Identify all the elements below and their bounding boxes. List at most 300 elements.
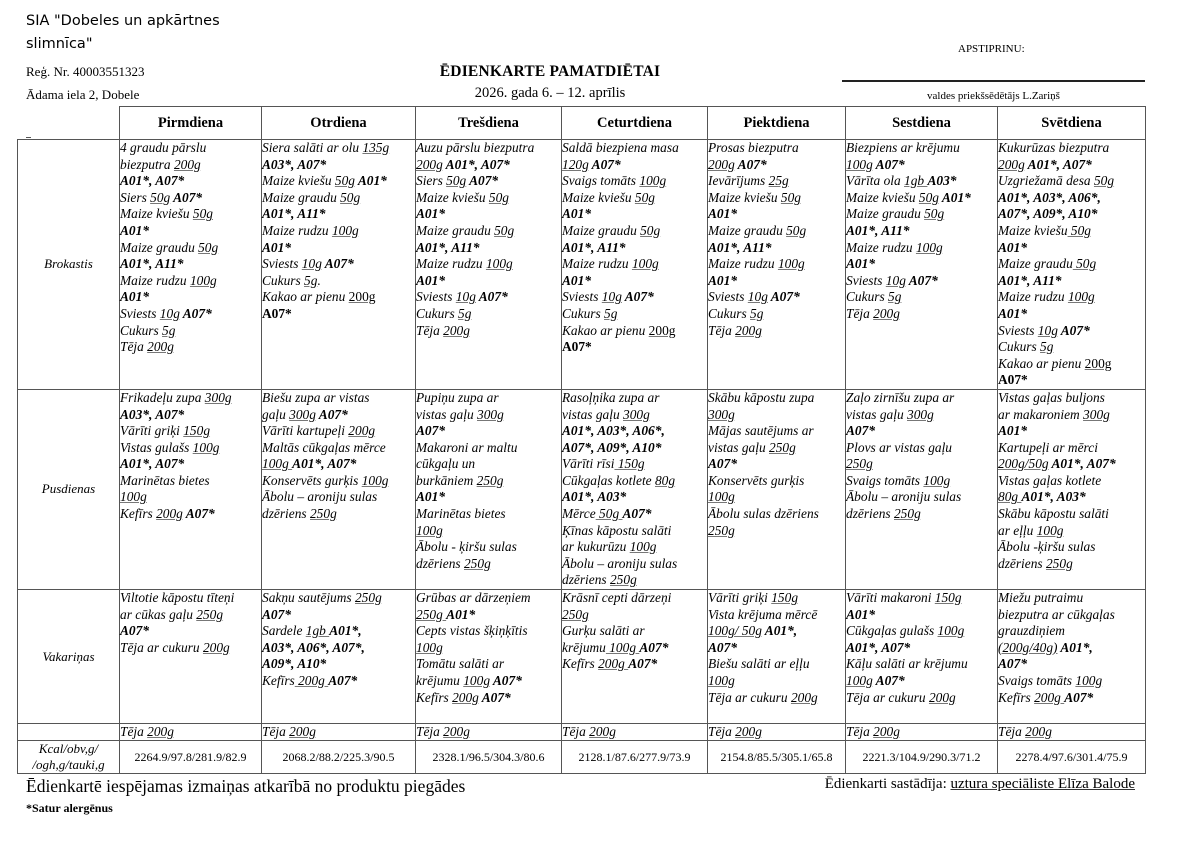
portion-amount: 50g	[150, 189, 171, 205]
menu-line	[708, 157, 845, 174]
allergen-code: A01*, A07*	[1048, 456, 1116, 472]
dish-name: Biezpiens ar krējumu	[846, 140, 960, 155]
portion-amount: 200g/50g	[998, 456, 1049, 472]
nutrition-value: 2221.3/104.9/290.3/71.2	[846, 741, 998, 774]
menu-line	[708, 623, 845, 640]
menu-line	[262, 223, 415, 240]
menu-line	[120, 240, 261, 257]
portion-amount: 100g	[923, 472, 951, 488]
allergen-code: A01*, A03*, A06*,	[562, 423, 665, 439]
menu-line	[708, 690, 845, 707]
menu-line	[846, 607, 997, 624]
allergen-code: A07*	[321, 256, 354, 272]
dish-name: Vistas gulašs	[120, 439, 193, 455]
menu-line	[998, 440, 1145, 457]
portion-amount: 100g	[777, 256, 805, 272]
portion-amount: 200g	[790, 689, 818, 705]
allergen-code: A01*, A11*	[708, 239, 772, 255]
menu-line	[262, 306, 415, 323]
menu-line	[416, 390, 561, 407]
menu-line	[120, 173, 261, 190]
allergen-code: A01*	[708, 272, 738, 288]
menu-line	[262, 390, 415, 407]
allergen-code: A07*	[998, 372, 1028, 388]
menu-line	[416, 256, 561, 273]
author-label: Ēdienkarti sastādīja:	[824, 776, 951, 792]
menu-line	[120, 223, 261, 240]
menu-line	[562, 440, 707, 457]
nutrition-value: 2264.9/97.8/281.9/82.9	[120, 741, 262, 774]
menu-cell	[708, 140, 846, 390]
dish-name: Tēja	[846, 724, 874, 740]
dish-name: Frikadeļu zupa	[120, 389, 205, 405]
dish-name: Maize graudu	[562, 222, 641, 238]
menu-line	[998, 323, 1145, 340]
menu-line	[846, 140, 997, 157]
dish-name: Uzgriežamā desa	[998, 173, 1094, 189]
menu-line	[120, 506, 261, 523]
menu-cell	[998, 140, 1146, 390]
allergen-code: A01*, A03*, A06*,	[998, 189, 1101, 205]
menu-line	[562, 240, 707, 257]
allergen-code: A01*, A11*	[416, 239, 480, 255]
tea-cell	[120, 724, 262, 741]
menu-line	[416, 673, 561, 690]
allergen-code: A01*	[998, 305, 1028, 321]
menu-line	[416, 539, 561, 556]
dish-name: Maize kviešu	[708, 189, 781, 205]
portion-amount: 100g	[937, 623, 965, 639]
dish-name: Vārīti kartupeļi	[262, 423, 349, 439]
dish-name: Cepts vistas šķiņķītis	[416, 623, 528, 639]
allergen-code: A09*, A10*	[262, 656, 327, 672]
author-credit	[825, 776, 1135, 793]
portion-amount: 10g	[1037, 322, 1058, 338]
dish-name: Siers	[416, 173, 447, 189]
menu-line	[416, 640, 561, 657]
allergen-code: A03*, A06*, A07*,	[262, 639, 365, 655]
dish-name: Cukurs	[562, 305, 605, 321]
menu-line	[846, 273, 997, 290]
document-title: ĒDIENKARTE PAMATDIĒTAI	[439, 63, 661, 80]
portion-amount: 200g	[589, 724, 616, 740]
portion-amount: 200g	[173, 156, 201, 172]
menu-line	[562, 590, 707, 607]
portion-amount: 250g	[416, 606, 447, 622]
portion-amount: 200g	[147, 339, 174, 355]
menu-line	[846, 673, 997, 690]
portion-amount: 250g	[463, 555, 491, 571]
dish-name: Vārīta ola	[846, 173, 905, 189]
dish-name: dzēriens	[262, 506, 310, 522]
menu-line	[262, 607, 415, 624]
portion-amount: 100g	[416, 639, 443, 655]
portion-amount: 100g	[463, 673, 491, 688]
approver-name: valdes priekšsēdētājs L.Zariņš	[927, 90, 1060, 102]
menu-line	[262, 190, 415, 207]
menu-line	[120, 140, 261, 157]
menu-line	[998, 523, 1145, 540]
dish-name: Vārīti makaroni	[846, 590, 935, 606]
allergen-code: A01*, A07*	[442, 156, 510, 172]
menu-line	[708, 390, 845, 407]
dish-name: Tēja	[846, 305, 874, 321]
menu-line	[416, 206, 561, 223]
menu-cell	[562, 140, 708, 390]
menu-line	[120, 640, 261, 657]
menu-line	[262, 656, 415, 673]
dish-name: ar kukurūzu	[562, 539, 630, 555]
dish-name: Maize rudzu	[262, 222, 332, 238]
nutrition-value: 2128.1/87.6/277.9/73.9	[562, 741, 708, 774]
portion-amount: 50g	[1093, 173, 1115, 189]
menu-line	[708, 289, 845, 306]
portion-amount: 10g	[159, 305, 180, 321]
dish-name: Maltās cūkgaļas mērce	[262, 439, 386, 455]
availability-note: Ēdienkartē iespējamas izmaiņas atkarībā no produktu piegādes	[26, 776, 466, 796]
allergen-code: A01*	[416, 206, 446, 222]
menu-line	[562, 157, 707, 174]
menu-line	[708, 523, 845, 540]
allergen-code: A07*	[588, 156, 621, 172]
portion-amount: 5g	[888, 289, 902, 305]
dish-name: Maize graudu	[998, 256, 1073, 272]
nutrition-label-line1: Kcal/obv,g/	[38, 741, 99, 757]
portion-amount: 200g	[998, 156, 1025, 172]
portion-amount: 200g	[928, 689, 956, 705]
portion-amount: 50g	[334, 173, 355, 189]
dish-name: vistas gaļu	[416, 406, 478, 422]
allergen-code: A07*	[478, 689, 511, 705]
menu-line	[998, 656, 1145, 673]
dish-name: Maize rudzu	[562, 256, 632, 272]
dish-name: Maize graudu	[262, 189, 341, 205]
portion-amount: 200g	[708, 156, 735, 172]
portion-amount: 300g	[204, 389, 232, 405]
allergen-code: A01*, A07*	[120, 173, 185, 189]
dish-name: Sviests	[262, 256, 302, 272]
portion-amount: 300g	[623, 406, 650, 422]
dish-name: Svaigs tomāts	[998, 673, 1076, 688]
menu-line	[562, 173, 707, 190]
dish-name: Maize kviešu	[262, 173, 335, 189]
dish-name: Ābolu - ķiršu sulas	[416, 539, 517, 555]
menu-cell	[416, 140, 562, 390]
menu-line	[998, 273, 1145, 290]
menu-line	[846, 506, 997, 523]
menu-line	[562, 323, 707, 340]
menu-line	[846, 223, 997, 240]
dish-name: Cukurs	[708, 305, 751, 321]
allergen-code: A07*	[872, 673, 905, 688]
allergen-code: A01*,	[761, 623, 798, 639]
portion-amount: 250g	[196, 606, 224, 622]
portion-amount: 80g	[654, 472, 676, 488]
menu-line	[998, 339, 1145, 356]
menu-line	[120, 456, 261, 473]
allergen-code: A01*, A07*	[1024, 156, 1092, 172]
portion-amount: 50g	[1072, 256, 1097, 272]
dish-name: Zaļo zirnīšu zupa ar	[846, 389, 955, 405]
menu-line	[416, 523, 561, 540]
portion-amount: 100g	[1067, 289, 1095, 305]
allergen-code: A01*, A11*	[846, 222, 910, 238]
portion-amount: 100g	[639, 173, 667, 189]
menu-line	[416, 190, 561, 207]
dish-name: Tēja	[998, 724, 1026, 740]
menu-line	[120, 390, 261, 407]
dish-name: dzēriens	[562, 572, 610, 588]
author-name: uztura speciāliste Elīza Balode	[950, 776, 1135, 792]
menu-cell	[120, 389, 262, 589]
dish-name: Tēja	[708, 724, 736, 740]
menu-line	[562, 423, 707, 440]
menu-line	[262, 673, 415, 690]
portion-amount: 100g	[416, 522, 443, 538]
menu-line	[416, 556, 561, 573]
day-header: Svētdiena	[998, 107, 1146, 140]
menu-line	[846, 390, 997, 407]
menu-line	[708, 456, 845, 473]
menu-line	[120, 190, 261, 207]
menu-line	[562, 656, 707, 673]
portion-amount: 300g	[1083, 406, 1110, 422]
allergen-code: A07*	[416, 423, 446, 439]
menu-cell	[262, 389, 416, 589]
menu-line	[416, 623, 561, 640]
dish-name: Kāļu salāti ar krējumu	[846, 656, 968, 672]
portion-amount: 250g	[893, 506, 921, 522]
meal-label: Pusdienas	[18, 389, 120, 589]
menu-line	[846, 423, 997, 440]
dish-name: Vista krējuma mērcē	[708, 606, 818, 622]
menu-line	[708, 407, 845, 424]
allergen-code: A07*	[182, 506, 215, 522]
dish-name: Kefīrs	[562, 656, 599, 672]
dish-name: cūkgaļu un	[416, 456, 476, 472]
portion-amount: 50g	[1067, 222, 1091, 238]
portion-amount: 150g	[771, 590, 799, 606]
menu-line	[416, 289, 561, 306]
dish-name: Krāsnī cepti dārzeņi	[562, 590, 672, 606]
allergen-code: A07*	[466, 173, 499, 189]
portion-amount: 300g	[477, 406, 504, 422]
dish-name: Kakao ar pienu	[998, 355, 1085, 371]
menu-line	[120, 407, 261, 424]
allergen-code: A07*	[490, 673, 522, 688]
menu-cell	[708, 389, 846, 589]
menu-line	[562, 556, 707, 573]
menu-line	[562, 390, 707, 407]
allergen-note: *Satur alergēnus	[26, 801, 113, 815]
allergen-code: A07*	[639, 639, 669, 655]
allergen-code: A01*	[938, 189, 971, 205]
portion-amount: 10g	[301, 256, 322, 272]
day-header: Piektdiena	[708, 107, 846, 140]
dish-name: burkāniem	[416, 472, 477, 488]
dish-name: Siera salāti ar olu	[262, 140, 363, 155]
menu-line	[846, 173, 997, 190]
menu-line	[708, 423, 845, 440]
portion-amount: 5g	[458, 305, 472, 321]
dish-name: Maize rudzu	[120, 272, 190, 288]
allergen-code: A01*	[562, 272, 592, 288]
menu-line	[416, 489, 561, 506]
menu-line	[998, 256, 1145, 273]
menu-line	[998, 623, 1145, 640]
dish-name: Maize graudu	[708, 222, 787, 238]
portion-amount: 200g	[1034, 689, 1065, 705]
allergen-code: A01*	[998, 239, 1028, 255]
menu-line	[562, 607, 707, 624]
menu-line	[416, 423, 561, 440]
portion-amount: 200g	[443, 322, 470, 338]
portion-amount: 100g	[629, 539, 657, 555]
dish-name: Maize kviešu	[846, 189, 919, 205]
dish-name: Maize graudu	[416, 222, 495, 238]
menu-line	[846, 440, 997, 457]
dish-name: Konservēts gurķis	[708, 472, 805, 488]
menu-line	[562, 223, 707, 240]
dish-name: biezputra ar cūkgaļas	[998, 606, 1115, 622]
dish-name: Ievārījums	[708, 173, 769, 189]
portion-amount: 50g	[192, 206, 213, 222]
menu-line	[998, 289, 1145, 306]
menu-line	[998, 407, 1145, 424]
menu-line	[262, 506, 415, 523]
menu-line	[998, 690, 1145, 707]
portion-amount: 250g	[562, 606, 589, 622]
dish-name: Konservēts gurķis	[262, 472, 362, 488]
menu-line	[562, 140, 707, 157]
dish-name: Sviests	[120, 305, 160, 321]
portion-amount: 80g	[998, 489, 1022, 505]
portion-amount: 10g	[455, 289, 476, 305]
dish-name: Vistas gaļas kotlete	[998, 472, 1102, 488]
dish-name: Tēja	[416, 724, 444, 740]
menu-line	[708, 256, 845, 273]
menu-line	[708, 489, 845, 506]
menu-line	[262, 407, 415, 424]
portion-amount: 5g	[750, 305, 764, 321]
dish-name: Tēja	[562, 724, 590, 740]
signature-line	[842, 80, 1145, 82]
menu-line	[998, 306, 1145, 323]
menu-line	[262, 256, 415, 273]
portion-amount: 200g	[735, 322, 762, 338]
allergen-code: A01*	[998, 423, 1028, 439]
portion-amount: 100g	[485, 256, 513, 272]
menu-line	[562, 256, 707, 273]
portion-amount: 200g	[873, 724, 900, 740]
menu-cell	[562, 590, 708, 724]
portion-amount: 100g	[189, 272, 217, 288]
portion-amount: 100g	[120, 489, 147, 505]
menu-line	[708, 590, 845, 607]
meal-label: Vakariņas	[18, 590, 120, 724]
portion-amount: 250g	[354, 590, 382, 606]
menu-line	[998, 372, 1145, 389]
portion-amount: 250g	[476, 472, 504, 488]
allergen-code: A07*	[905, 272, 938, 288]
menu-cell	[416, 389, 562, 589]
portion-amount: 50g	[446, 173, 467, 189]
menu-line	[846, 489, 997, 506]
menu-line	[846, 289, 997, 306]
allergen-code: A07*	[734, 156, 767, 172]
portion-amount: 100g/ 50g	[708, 623, 762, 639]
menu-cell	[262, 140, 416, 390]
dish-name: Tēja	[120, 339, 148, 355]
allergen-code: A01*	[846, 606, 876, 622]
dish-name: Tēja	[262, 724, 290, 740]
dish-name: Biešu zupa ar vistas	[262, 389, 370, 405]
dish-name: Maize rudzu	[708, 256, 778, 272]
menu-line	[262, 623, 415, 640]
menu-line	[120, 289, 261, 306]
menu-line	[998, 489, 1145, 506]
menu-line	[998, 673, 1145, 690]
menu-line	[262, 640, 415, 657]
dish-name: Cukurs	[998, 339, 1041, 355]
menu-line	[562, 206, 707, 223]
menu-line	[416, 440, 561, 457]
portion-amount: 100g	[708, 673, 735, 688]
menu-line	[120, 440, 261, 457]
portion-amount: 1gb	[305, 623, 330, 639]
dish-name: Maize kviešu	[562, 189, 635, 205]
allergen-code: A07*	[628, 656, 658, 672]
nutrition-value: 2328.1/96.5/304.3/80.6	[416, 741, 562, 774]
address: Ādama iela 2, Dobele	[26, 87, 140, 102]
menu-line	[708, 240, 845, 257]
portion-amount: 100g	[262, 456, 293, 472]
menu-line	[998, 423, 1145, 440]
menu-line	[562, 539, 707, 556]
allergen-code: A07*	[315, 406, 348, 422]
portion-amount: 200g	[452, 689, 479, 705]
allergen-code: A01*, A07*	[846, 639, 911, 655]
dish-name: Sviests	[998, 322, 1038, 338]
menu-line	[262, 273, 415, 290]
dish-name: Tēja ar cukuru	[120, 639, 203, 655]
dish-name: Kakao ar pienu	[262, 289, 349, 305]
allergen-code: A03*, A07*	[120, 406, 185, 422]
dish-name: Maize kviešu	[416, 189, 489, 205]
menu-line	[120, 273, 261, 290]
menu-line	[120, 473, 261, 490]
organization-name: SIA "Dobeles un apkārtnes slimnīca"	[26, 13, 220, 52]
menu-line	[562, 473, 707, 490]
menu-line	[998, 223, 1145, 240]
dish-name: Skābu kāpostu zupa	[708, 389, 815, 405]
menu-line	[416, 157, 561, 174]
menu-line	[998, 456, 1145, 473]
menu-line	[562, 456, 707, 473]
meal-row-breakfast	[18, 140, 1146, 390]
portion-amount: 250g	[609, 572, 637, 588]
portion-amount: 10g	[885, 272, 906, 288]
dish-name: Vārīti griķi	[120, 423, 184, 439]
portion-amount: 200g	[147, 724, 174, 740]
portion-amount: 100g	[1036, 522, 1064, 538]
dish-name: Grūbas ar dārzeņiem	[416, 590, 531, 606]
menu-line	[416, 173, 561, 190]
allergen-code: A07*	[622, 506, 652, 522]
dish-name: vistas gaļu	[708, 439, 770, 455]
menu-cell	[708, 590, 846, 724]
allergen-code: A07*	[262, 606, 292, 622]
